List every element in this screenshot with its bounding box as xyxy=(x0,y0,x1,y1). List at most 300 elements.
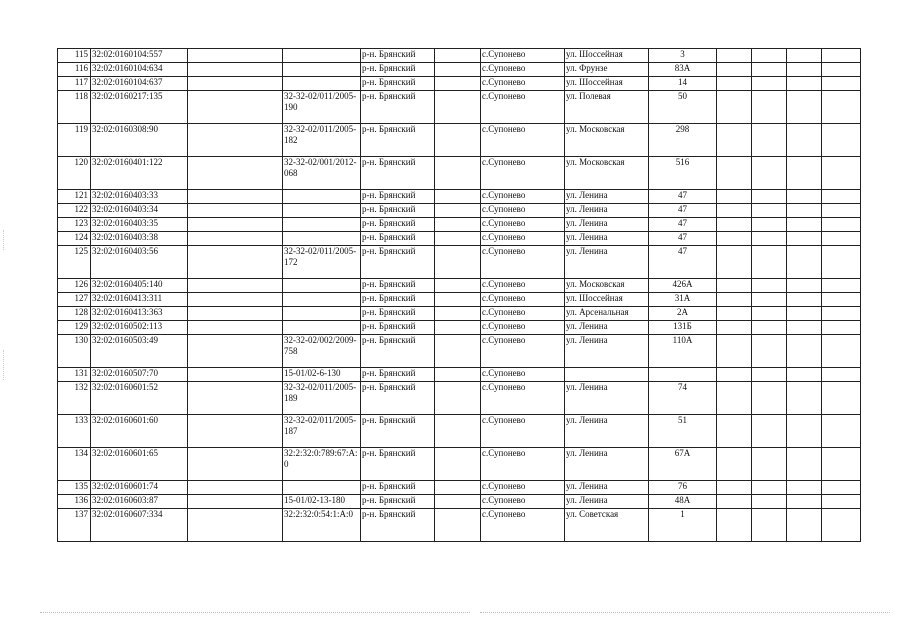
empty-cell xyxy=(822,91,861,124)
street: ул. Ленина xyxy=(565,382,649,415)
scan-artifact-edge xyxy=(3,230,4,250)
empty-cell xyxy=(435,481,481,495)
empty-cell xyxy=(787,279,822,293)
empty-cell xyxy=(822,307,861,321)
table-row xyxy=(58,63,861,77)
house-number: 76 xyxy=(649,481,717,495)
cadastral-number: 32:02:0160601:60 xyxy=(91,415,188,448)
cadastral-number: 32:02:0160601:74 xyxy=(91,481,188,495)
row-number: 136 xyxy=(58,495,91,509)
table-row xyxy=(58,190,861,204)
empty-cell xyxy=(188,190,283,204)
street: ул. Московская xyxy=(565,279,649,293)
district: р-н. Брянский xyxy=(361,204,435,218)
cadastral-number: 32:02:0160403:34 xyxy=(91,204,188,218)
empty-cell xyxy=(787,293,822,307)
registration-number xyxy=(283,293,361,307)
locality: с.Супонево xyxy=(481,190,565,204)
cadastral-number: 32:02:0160403:56 xyxy=(91,246,188,279)
empty-cell xyxy=(435,307,481,321)
empty-cell xyxy=(752,415,787,448)
empty-cell xyxy=(188,246,283,279)
district: р-н. Брянский xyxy=(361,49,435,63)
empty-cell xyxy=(717,49,752,63)
house-number: 110А xyxy=(649,335,717,368)
empty-cell xyxy=(752,382,787,415)
house-number: 47 xyxy=(649,218,717,232)
empty-cell xyxy=(752,335,787,368)
empty-cell xyxy=(435,448,481,481)
street: ул. Ленина xyxy=(565,204,649,218)
empty-cell xyxy=(435,368,481,382)
empty-cell xyxy=(435,279,481,293)
empty-cell xyxy=(717,91,752,124)
registration-number: 32-32-02/011/2005-182 xyxy=(283,124,361,157)
house-number: 51 xyxy=(649,415,717,448)
locality: с.Супонево xyxy=(481,481,565,495)
empty-cell xyxy=(787,124,822,157)
district: р-н. Брянский xyxy=(361,293,435,307)
house-number: 131Б xyxy=(649,321,717,335)
empty-cell xyxy=(717,335,752,368)
cadastral-number: 32:02:0160308:90 xyxy=(91,124,188,157)
row-number: 125 xyxy=(58,246,91,279)
table-row xyxy=(58,335,861,368)
row-number: 137 xyxy=(58,509,91,542)
house-number: 50 xyxy=(649,91,717,124)
empty-cell xyxy=(822,335,861,368)
empty-cell xyxy=(717,218,752,232)
district: р-н. Брянский xyxy=(361,307,435,321)
empty-cell xyxy=(435,382,481,415)
empty-cell xyxy=(822,415,861,448)
empty-cell xyxy=(188,382,283,415)
row-number: 117 xyxy=(58,77,91,91)
registration-number: 32-32-02/011/2005-172 xyxy=(283,246,361,279)
locality: с.Супонево xyxy=(481,91,565,124)
empty-cell xyxy=(188,63,283,77)
locality: с.Супонево xyxy=(481,232,565,246)
empty-cell xyxy=(188,49,283,63)
empty-cell xyxy=(188,91,283,124)
empty-cell xyxy=(188,509,283,542)
table-row xyxy=(58,368,861,382)
row-number: 116 xyxy=(58,63,91,77)
empty-cell xyxy=(188,307,283,321)
property-table xyxy=(57,48,861,542)
empty-cell xyxy=(188,77,283,91)
locality: с.Супонево xyxy=(481,63,565,77)
empty-cell xyxy=(717,77,752,91)
empty-cell xyxy=(752,218,787,232)
empty-cell xyxy=(188,204,283,218)
row-number: 124 xyxy=(58,232,91,246)
cadastral-number: 32:02:0160405:140 xyxy=(91,279,188,293)
district: р-н. Брянский xyxy=(361,495,435,509)
table-row xyxy=(58,157,861,190)
locality: с.Супонево xyxy=(481,218,565,232)
registration-number xyxy=(283,190,361,204)
empty-cell xyxy=(188,415,283,448)
house-number: 67А xyxy=(649,448,717,481)
empty-cell xyxy=(822,246,861,279)
street: ул. Ленина xyxy=(565,246,649,279)
empty-cell xyxy=(717,124,752,157)
house-number xyxy=(649,368,717,382)
row-number: 120 xyxy=(58,157,91,190)
empty-cell xyxy=(752,509,787,542)
cadastral-number: 32:02:0160104:557 xyxy=(91,49,188,63)
scan-artifact-line xyxy=(480,612,890,613)
table-row xyxy=(58,204,861,218)
house-number: 2А xyxy=(649,307,717,321)
empty-cell xyxy=(822,204,861,218)
locality: с.Супонево xyxy=(481,204,565,218)
street: ул. Шоссейная xyxy=(565,49,649,63)
empty-cell xyxy=(787,495,822,509)
empty-cell xyxy=(822,157,861,190)
empty-cell xyxy=(188,321,283,335)
empty-cell xyxy=(822,63,861,77)
row-number: 135 xyxy=(58,481,91,495)
table-row xyxy=(58,293,861,307)
empty-cell xyxy=(787,49,822,63)
table-row xyxy=(58,124,861,157)
row-number: 127 xyxy=(58,293,91,307)
empty-cell xyxy=(435,190,481,204)
empty-cell xyxy=(822,190,861,204)
locality: с.Супонево xyxy=(481,335,565,368)
empty-cell xyxy=(188,218,283,232)
empty-cell xyxy=(188,232,283,246)
empty-cell xyxy=(752,204,787,218)
street: ул. Ленина xyxy=(565,321,649,335)
empty-cell xyxy=(717,232,752,246)
registration-number xyxy=(283,49,361,63)
empty-cell xyxy=(752,91,787,124)
locality: с.Супонево xyxy=(481,293,565,307)
empty-cell xyxy=(717,321,752,335)
empty-cell xyxy=(822,124,861,157)
cadastral-number: 32:02:0160104:634 xyxy=(91,63,188,77)
table-row xyxy=(58,382,861,415)
row-number: 128 xyxy=(58,307,91,321)
empty-cell xyxy=(752,232,787,246)
row-number: 122 xyxy=(58,204,91,218)
registration-number: 15-01/02-13-180 xyxy=(283,495,361,509)
empty-cell xyxy=(717,509,752,542)
locality: с.Супонево xyxy=(481,246,565,279)
empty-cell xyxy=(822,481,861,495)
street: ул. Арсенальная xyxy=(565,307,649,321)
house-number: 47 xyxy=(649,232,717,246)
house-number: 74 xyxy=(649,382,717,415)
street: ул. Ленина xyxy=(565,415,649,448)
registration-number xyxy=(283,77,361,91)
empty-cell xyxy=(822,368,861,382)
empty-cell xyxy=(188,368,283,382)
empty-cell xyxy=(822,495,861,509)
table-row xyxy=(58,307,861,321)
table-row xyxy=(58,279,861,293)
empty-cell xyxy=(717,157,752,190)
empty-cell xyxy=(822,293,861,307)
district: р-н. Брянский xyxy=(361,415,435,448)
table-row xyxy=(58,77,861,91)
house-number: 83А xyxy=(649,63,717,77)
district: р-н. Брянский xyxy=(361,246,435,279)
empty-cell xyxy=(752,495,787,509)
table-row xyxy=(58,91,861,124)
street: ул. Шоссейная xyxy=(565,293,649,307)
registration-number: 32:2:32:0:54:1:А:0 xyxy=(283,509,361,542)
row-number: 133 xyxy=(58,415,91,448)
street: ул. Фрунзе xyxy=(565,63,649,77)
row-number: 118 xyxy=(58,91,91,124)
street: ул. Шоссейная xyxy=(565,77,649,91)
registration-number xyxy=(283,218,361,232)
house-number: 516 xyxy=(649,157,717,190)
empty-cell xyxy=(752,279,787,293)
empty-cell xyxy=(787,307,822,321)
empty-cell xyxy=(188,279,283,293)
cadastral-number: 32:02:0160601:65 xyxy=(91,448,188,481)
registration-number xyxy=(283,63,361,77)
empty-cell xyxy=(752,448,787,481)
empty-cell xyxy=(752,307,787,321)
locality: с.Супонево xyxy=(481,368,565,382)
row-number: 129 xyxy=(58,321,91,335)
district: р-н. Брянский xyxy=(361,481,435,495)
table-row xyxy=(58,448,861,481)
registration-number xyxy=(283,279,361,293)
empty-cell xyxy=(787,246,822,279)
house-number: 1 xyxy=(649,509,717,542)
registration-number xyxy=(283,481,361,495)
row-number: 134 xyxy=(58,448,91,481)
empty-cell xyxy=(435,63,481,77)
empty-cell xyxy=(752,157,787,190)
cadastral-number: 32:02:0160217:135 xyxy=(91,91,188,124)
empty-cell xyxy=(787,63,822,77)
district: р-н. Брянский xyxy=(361,382,435,415)
scan-artifact-edge xyxy=(3,350,4,380)
district: р-н. Брянский xyxy=(361,279,435,293)
empty-cell xyxy=(752,190,787,204)
empty-cell xyxy=(752,77,787,91)
empty-cell xyxy=(188,293,283,307)
row-number: 130 xyxy=(58,335,91,368)
district: р-н. Брянский xyxy=(361,321,435,335)
district: р-н. Брянский xyxy=(361,448,435,481)
scan-artifact-line xyxy=(40,612,470,613)
street: ул. Ленина xyxy=(565,190,649,204)
street: ул. Полевая xyxy=(565,91,649,124)
district: р-н. Брянский xyxy=(361,218,435,232)
empty-cell xyxy=(752,481,787,495)
empty-cell xyxy=(435,204,481,218)
registration-number xyxy=(283,232,361,246)
empty-cell xyxy=(717,368,752,382)
empty-cell xyxy=(752,321,787,335)
empty-cell xyxy=(717,481,752,495)
cadastral-number: 32:02:0160401:122 xyxy=(91,157,188,190)
empty-cell xyxy=(787,415,822,448)
cadastral-number: 32:02:0160403:35 xyxy=(91,218,188,232)
empty-cell xyxy=(435,77,481,91)
empty-cell xyxy=(787,157,822,190)
house-number: 298 xyxy=(649,124,717,157)
empty-cell xyxy=(787,91,822,124)
empty-cell xyxy=(435,495,481,509)
street: ул. Ленина xyxy=(565,448,649,481)
locality: с.Супонево xyxy=(481,415,565,448)
cadastral-number: 32:02:0160503:49 xyxy=(91,335,188,368)
empty-cell xyxy=(717,246,752,279)
empty-cell xyxy=(822,509,861,542)
empty-cell xyxy=(822,218,861,232)
empty-cell xyxy=(717,382,752,415)
registration-number: 15-01/02-6-130 xyxy=(283,368,361,382)
empty-cell xyxy=(717,279,752,293)
empty-cell xyxy=(822,77,861,91)
empty-cell xyxy=(787,448,822,481)
row-number: 126 xyxy=(58,279,91,293)
house-number: 426А xyxy=(649,279,717,293)
district: р-н. Брянский xyxy=(361,91,435,124)
district: р-н. Брянский xyxy=(361,509,435,542)
house-number: 47 xyxy=(649,246,717,279)
registration-number: 32-32-02/011/2005-190 xyxy=(283,91,361,124)
empty-cell xyxy=(752,63,787,77)
empty-cell xyxy=(435,321,481,335)
empty-cell xyxy=(435,91,481,124)
locality: с.Супонево xyxy=(481,157,565,190)
district: р-н. Брянский xyxy=(361,190,435,204)
registration-number: 32-32-02/002/2009-758 xyxy=(283,335,361,368)
empty-cell xyxy=(188,448,283,481)
empty-cell xyxy=(787,335,822,368)
empty-cell xyxy=(435,335,481,368)
table-row xyxy=(58,415,861,448)
empty-cell xyxy=(787,204,822,218)
locality: с.Супонево xyxy=(481,495,565,509)
empty-cell xyxy=(188,124,283,157)
street: ул. Советская xyxy=(565,509,649,542)
empty-cell xyxy=(787,509,822,542)
empty-cell xyxy=(787,382,822,415)
empty-cell xyxy=(822,382,861,415)
empty-cell xyxy=(717,415,752,448)
empty-cell xyxy=(787,218,822,232)
locality: с.Супонево xyxy=(481,49,565,63)
street: ул. Ленина xyxy=(565,335,649,368)
cadastral-number: 32:02:0160403:33 xyxy=(91,190,188,204)
row-number: 131 xyxy=(58,368,91,382)
cadastral-number: 32:02:0160607:334 xyxy=(91,509,188,542)
empty-cell xyxy=(752,49,787,63)
registration-number: 32-32-02/011/2005-187 xyxy=(283,415,361,448)
empty-cell xyxy=(822,321,861,335)
table-row xyxy=(58,481,861,495)
table-body xyxy=(58,49,861,542)
cadastral-number: 32:02:0160601:52 xyxy=(91,382,188,415)
empty-cell xyxy=(752,246,787,279)
cadastral-number: 32:02:0160603:87 xyxy=(91,495,188,509)
locality: с.Супонево xyxy=(481,124,565,157)
house-number: 47 xyxy=(649,190,717,204)
house-number: 14 xyxy=(649,77,717,91)
empty-cell xyxy=(717,495,752,509)
house-number: 31А xyxy=(649,293,717,307)
empty-cell xyxy=(822,279,861,293)
registration-number: 32:2:32:0:789:67:А:0 xyxy=(283,448,361,481)
cadastral-number: 32:02:0160502:113 xyxy=(91,321,188,335)
street: ул. Ленина xyxy=(565,481,649,495)
locality: с.Супонево xyxy=(481,307,565,321)
cadastral-number: 32:02:0160507:70 xyxy=(91,368,188,382)
district: р-н. Брянский xyxy=(361,124,435,157)
district: р-н. Брянский xyxy=(361,77,435,91)
row-number: 119 xyxy=(58,124,91,157)
street: ул. Ленина xyxy=(565,495,649,509)
cadastral-number: 32:02:0160104:637 xyxy=(91,77,188,91)
cadastral-number: 32:02:0160413:311 xyxy=(91,293,188,307)
cadastral-number: 32:02:0160403:38 xyxy=(91,232,188,246)
row-number: 132 xyxy=(58,382,91,415)
district: р-н. Брянский xyxy=(361,368,435,382)
cadastral-number: 32:02:0160413:363 xyxy=(91,307,188,321)
table-row xyxy=(58,218,861,232)
empty-cell xyxy=(787,368,822,382)
empty-cell xyxy=(752,293,787,307)
locality: с.Супонево xyxy=(481,77,565,91)
table-row xyxy=(58,232,861,246)
empty-cell xyxy=(435,246,481,279)
table-row xyxy=(58,509,861,542)
empty-cell xyxy=(787,77,822,91)
table-row xyxy=(58,246,861,279)
row-number: 123 xyxy=(58,218,91,232)
empty-cell xyxy=(717,293,752,307)
empty-cell xyxy=(787,190,822,204)
district: р-н. Брянский xyxy=(361,335,435,368)
empty-cell xyxy=(752,368,787,382)
empty-cell xyxy=(822,448,861,481)
street: ул. Ленина xyxy=(565,218,649,232)
street: ул. Ленина xyxy=(565,232,649,246)
empty-cell xyxy=(435,509,481,542)
house-number: 47 xyxy=(649,204,717,218)
table-row xyxy=(58,495,861,509)
empty-cell xyxy=(188,495,283,509)
street: ул. Московская xyxy=(565,124,649,157)
empty-cell xyxy=(435,49,481,63)
locality: с.Супонево xyxy=(481,279,565,293)
empty-cell xyxy=(435,157,481,190)
empty-cell xyxy=(752,124,787,157)
locality: с.Супонево xyxy=(481,321,565,335)
empty-cell xyxy=(822,232,861,246)
empty-cell xyxy=(717,307,752,321)
locality: с.Супонево xyxy=(481,448,565,481)
table-row xyxy=(58,321,861,335)
empty-cell xyxy=(435,232,481,246)
empty-cell xyxy=(435,293,481,307)
empty-cell xyxy=(787,481,822,495)
street xyxy=(565,368,649,382)
registration-number: 32-32-02/011/2005-189 xyxy=(283,382,361,415)
